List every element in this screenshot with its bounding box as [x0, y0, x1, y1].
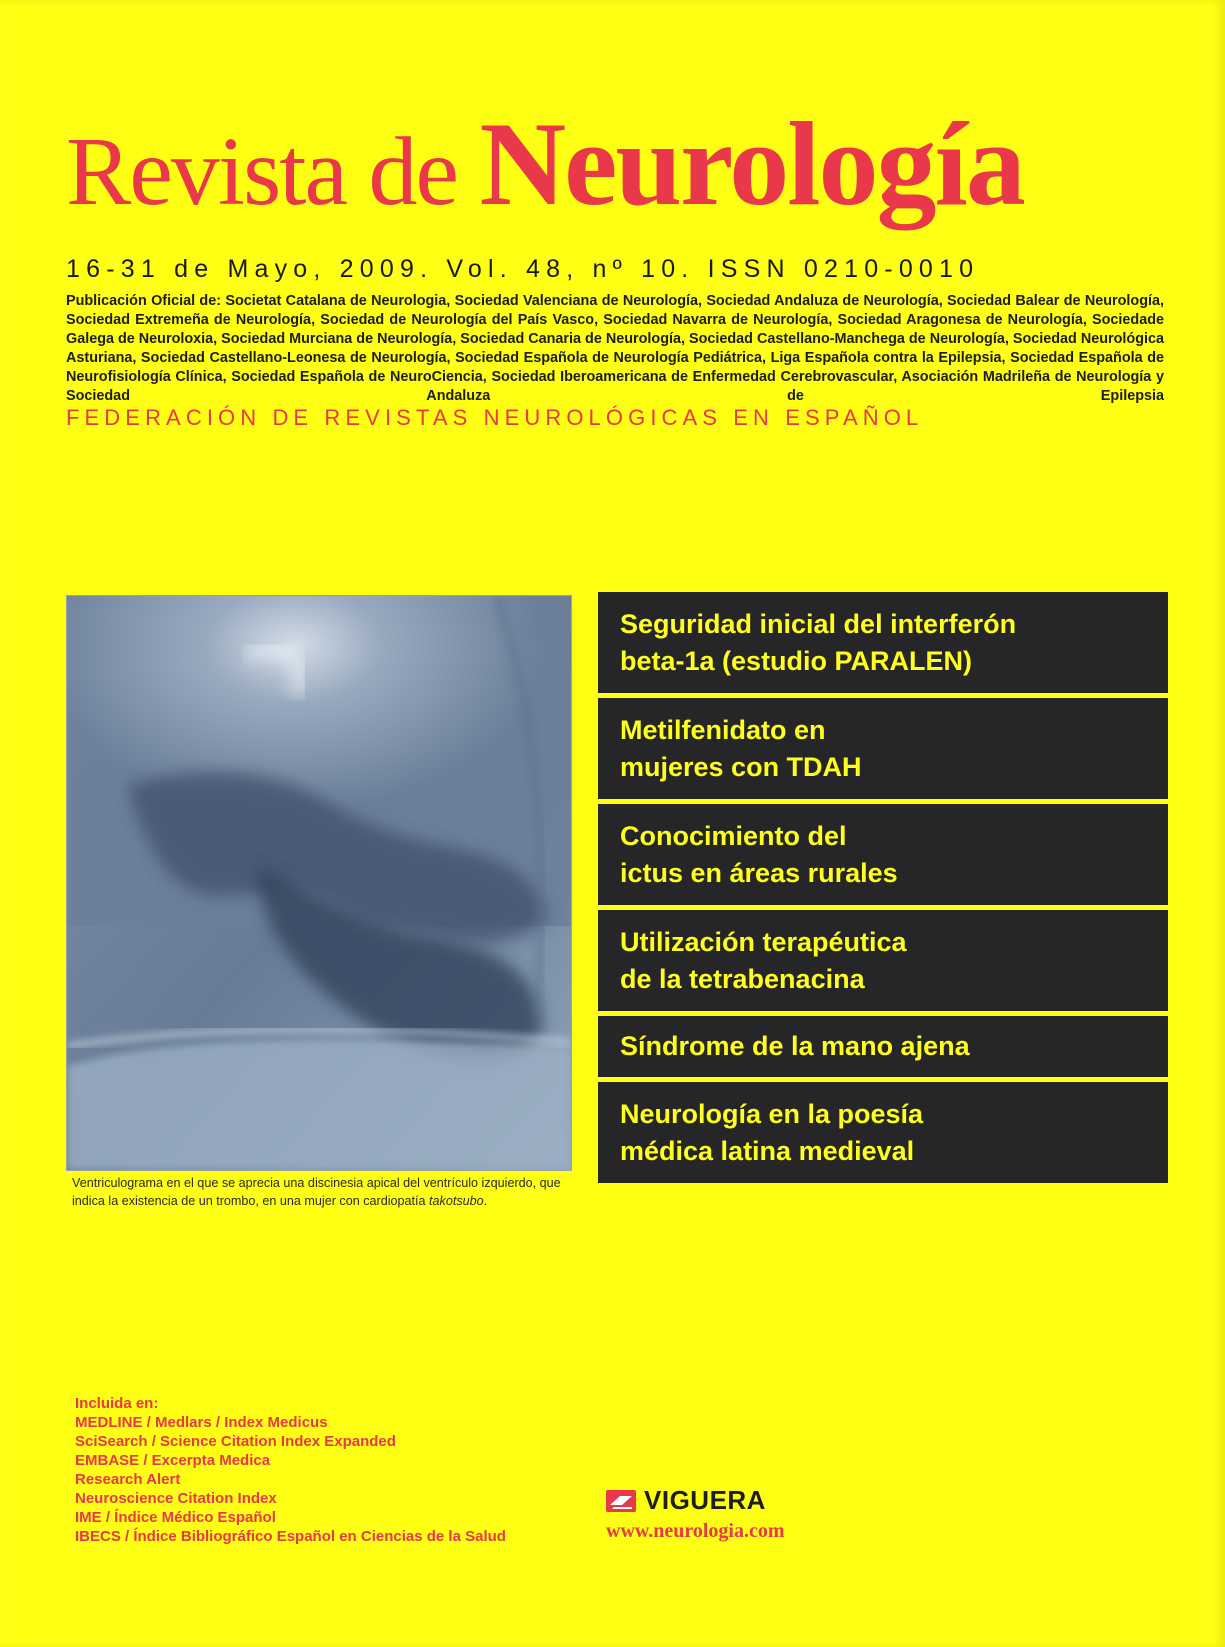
indexed-item: SciSearch / Science Citation Index Expanded: [75, 1433, 396, 1450]
website-link[interactable]: www.neurologia.com: [606, 1520, 785, 1542]
indexed-item: Research Alert: [75, 1471, 181, 1488]
societies-text: Publicación Oficial de: Societat Catalana de Neurologia, Sociedad Valenciana de Neurología, Sociedad Andaluza de Neurología, Sociedad Balear de Neurología, Sociedad Extremeña de Neurología, Sociedad de Neurología del País Vasco, Sociedad Navarra de Neurología, Sociedad Aragonesa de Neurología, Sociedade Galega de Neuroloxia, Sociedad Murciana de Neurología, Sociedad Canaria de Neurología, Sociedad Castellano-Manchega de Neurología, Sociedad Neurológica Asturiana, Sociedad Castellano-Leonesa de Neurología, Sociedad Española de Neurología Pediátrica, Liga Española contra la Epilepsia, Sociedad Española de Neurofisiología Clínica, Sociedad Española de NeuroCiencia, Sociedad Iberoamericana de Enfermedad Cerebrovascular, Asociación Madrileña de Neurología y Sociedad Andaluza de Epilepsia: [66, 293, 1164, 404]
ventriculogram-picture: [67, 596, 571, 1170]
headline-line: médica latina medieval: [620, 1136, 915, 1166]
headline-box[interactable]: [598, 698, 1168, 799]
caption-end: .: [483, 1194, 488, 1208]
caption-italic: takotsubo: [429, 1194, 484, 1208]
headline-box[interactable]: [598, 1016, 1168, 1077]
headline-box[interactable]: [598, 804, 1168, 905]
indexed-item: EMBASE / Excerpta Medica: [75, 1452, 271, 1469]
figure-caption: [72, 1174, 578, 1210]
indexed-heading: Incluida en:: [75, 1395, 159, 1412]
title-part-revista: Revista de: [66, 118, 480, 226]
headline-box[interactable]: [598, 910, 1168, 1011]
headline-line: de la tetrabenacina: [620, 964, 865, 994]
publisher-name: VIGUERA: [644, 1485, 766, 1515]
headline-line: Síndrome de la mano ajena: [620, 1031, 970, 1061]
indexed-item: MEDLINE / Medlars / Index Medicus: [75, 1414, 328, 1431]
headline-line: Seguridad inicial del interferón: [620, 609, 1017, 639]
publisher-block: [606, 1485, 785, 1543]
headline-line: mujeres con TDAH: [620, 752, 862, 782]
issue-line: 16-31 de Mayo, 2009. Vol. 48, nº 10. ISSN 0210-0010: [66, 255, 980, 283]
viguera-logo-icon: [606, 1490, 636, 1512]
federation-line: FEDERACIÓN DE REVISTAS NEUROLÓGICAS EN ESPAÑOL: [66, 405, 924, 430]
headline-line: Utilización terapéutica: [620, 927, 907, 957]
ventriculogram-image: [66, 595, 572, 1171]
publisher-logo: [606, 1485, 785, 1516]
headline-list: [598, 592, 1168, 1188]
indexed-item: IME / Índice Médico Español: [75, 1509, 276, 1526]
headline-line: Conocimiento del: [620, 821, 847, 851]
indexed-item: Neuroscience Citation Index: [75, 1490, 277, 1507]
caption-text: Ventriculograma en el que se aprecia una discinesia apical del ventrículo izquierdo, que indica la existencia de un trombo, en una mujer con cardiopatía: [72, 1176, 561, 1208]
headline-line: Metilfenidato en: [620, 715, 826, 745]
indexed-in-list: [75, 1394, 506, 1546]
headline-line: beta-1a (estudio PARALEN): [620, 646, 973, 676]
headline-box[interactable]: [598, 1082, 1168, 1183]
headline-box[interactable]: [598, 592, 1168, 693]
title-part-neurologia: Neurología: [479, 97, 1024, 230]
headline-line: Neurología en la poesía: [620, 1099, 924, 1129]
journal-title: [66, 97, 1176, 230]
headline-line: ictus en áreas rurales: [620, 858, 898, 888]
indexed-item: IBECS / Índice Bibliográfico Español en Ciencias de la Salud: [75, 1528, 506, 1545]
